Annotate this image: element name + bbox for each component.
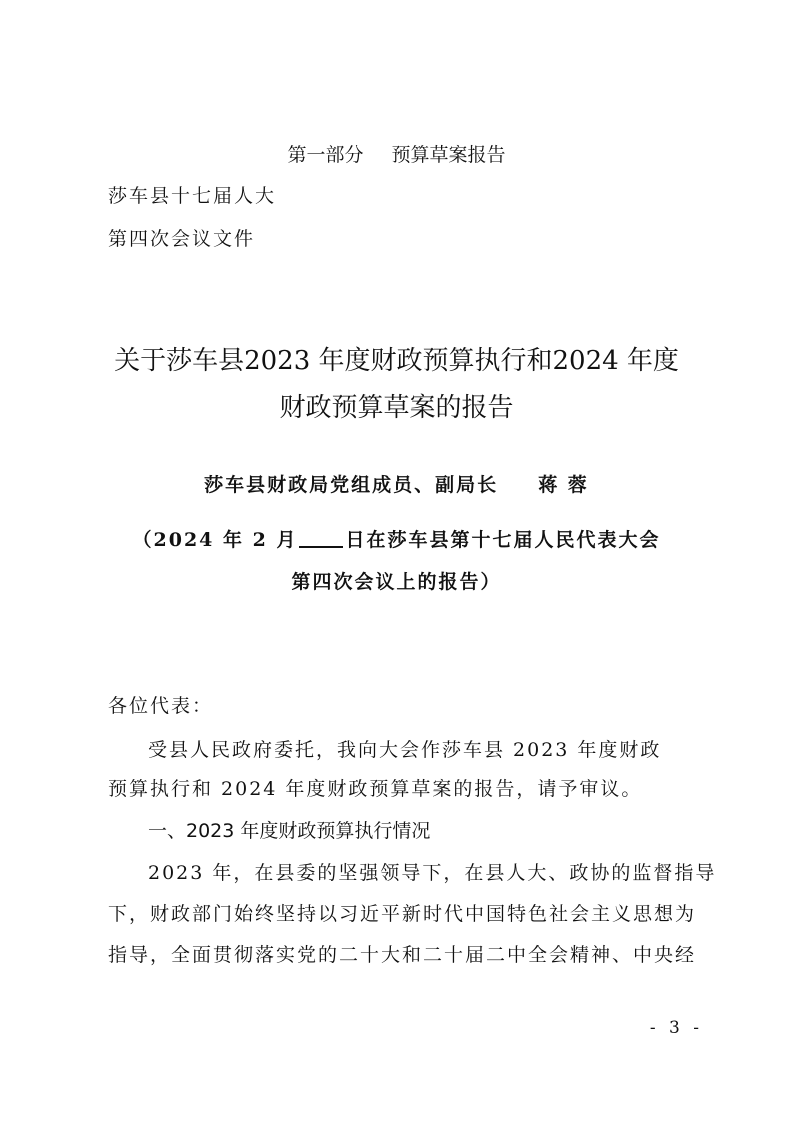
- section-part: 第一部分: [287, 144, 364, 166]
- paragraph-1-line1: 受县人民政府委托，我向大会作莎车县 2023 年度财政: [148, 739, 662, 761]
- occasion-line2: 第四次会议上的报告）: [291, 571, 502, 593]
- page-number: - 3 -: [649, 1018, 703, 1038]
- doc-issuer-line: 莎车县十七届人大: [108, 185, 277, 207]
- occasion-date-prefix: （2024 年 2 月: [132, 529, 298, 551]
- section-title: 预算草案报告: [391, 144, 506, 166]
- salutation: 各位代表：: [108, 695, 214, 717]
- author-position: 莎车县财政局党组成员、副局长: [204, 474, 499, 496]
- occasion-line1: [0, 525, 793, 552]
- date-blank: [299, 528, 343, 548]
- paragraph-2-line3: 指导，全面贯彻落实党的二十大和二十届二中全会精神、中央经: [108, 944, 697, 966]
- report-title-line2: 财政预算草案的报告: [279, 393, 514, 423]
- section-heading-1: 一、2023 年度财政预算执行情况: [148, 820, 431, 842]
- doc-type-line: 第四次会议文件: [108, 228, 256, 250]
- author-name: 蒋 蓉: [538, 474, 589, 496]
- report-title-line1: 关于莎车县2023 年度财政预算执行和2024 年度: [114, 346, 679, 376]
- occasion-venue: 日在莎车县第十七届人民代表大会: [345, 529, 661, 551]
- section-label: [0, 140, 793, 167]
- paragraph-2-line1: 2023 年，在县委的坚强领导下，在县人大、政协的监督指导: [148, 862, 717, 884]
- paragraph-1-line2: 预算执行和 2024 年度财政预算草案的报告，请予审议。: [108, 778, 643, 800]
- author-line: [0, 470, 793, 497]
- paragraph-2-line2: 下，财政部门始终坚持以习近平新时代中国特色社会主义思想为: [108, 903, 697, 925]
